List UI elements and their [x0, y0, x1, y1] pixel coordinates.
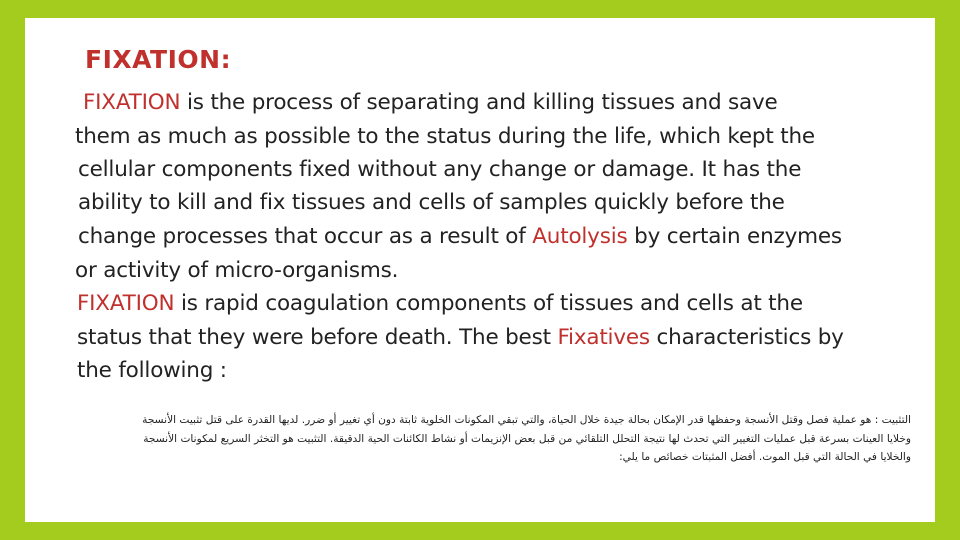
autolysis-term: Autolysis — [532, 224, 628, 249]
arabic-line-2: وخلايا العينات بسرعة قبل عمليات التغيير التي تحدث لها نتيجة التحلل التلقائي من قبل بعض الإنزيمات أو نشاط الكائنات الحية الدقيقة. التثبيت هو التخثر السريع لمكونات الأنسجة — [143, 432, 911, 445]
arabic-line-3: والخلايا في الحالة التي قبل الموت. أفضل المثبتات خصائص ما يلي: — [619, 451, 911, 464]
arabic-line-1: التثبيت : هو عملية فصل وقتل الأنسجة وحفظها قدر الإمكان بحالة جيدة خلال الحياة، والتي تبقي المكونات الخلوية ثابتة دون أي تغيير أو ضرر. لديها القدرة على قتل تثبيت الأنسجة — [142, 414, 911, 426]
fixation-term: FIXATION — [77, 291, 175, 316]
fixation-term: FIXATION — [83, 90, 181, 115]
fixatives-term: Fixatives — [557, 325, 650, 350]
paragraph-line-5: change processes that occur as a result of Autolysis by certain enzymes — [78, 224, 842, 249]
slide-title: FIXATION: — [85, 45, 232, 74]
slide-panel — [25, 18, 935, 522]
paragraph-line-3: cellular components fixed without any change or damage. It has the — [78, 157, 802, 182]
paragraph-line-9: the following : — [77, 358, 227, 383]
paragraph-line-4: ability to kill and fix tissues and cells of samples quickly before the — [78, 190, 785, 215]
paragraph-line-1: FIXATION is the process of separating and killing tissues and save — [83, 90, 778, 115]
arabic-translation — [61, 411, 911, 467]
paragraph-line-2: them as much as possible to the status during the life, which kept the — [75, 124, 815, 149]
paragraph-line-8: status that they were before death. The best Fixatives characteristics by — [77, 325, 844, 350]
paragraph-line-7: FIXATION is rapid coagulation components of tissues and cells at the — [77, 291, 803, 316]
paragraph-line-6: or activity of micro-organisms. — [75, 258, 399, 283]
